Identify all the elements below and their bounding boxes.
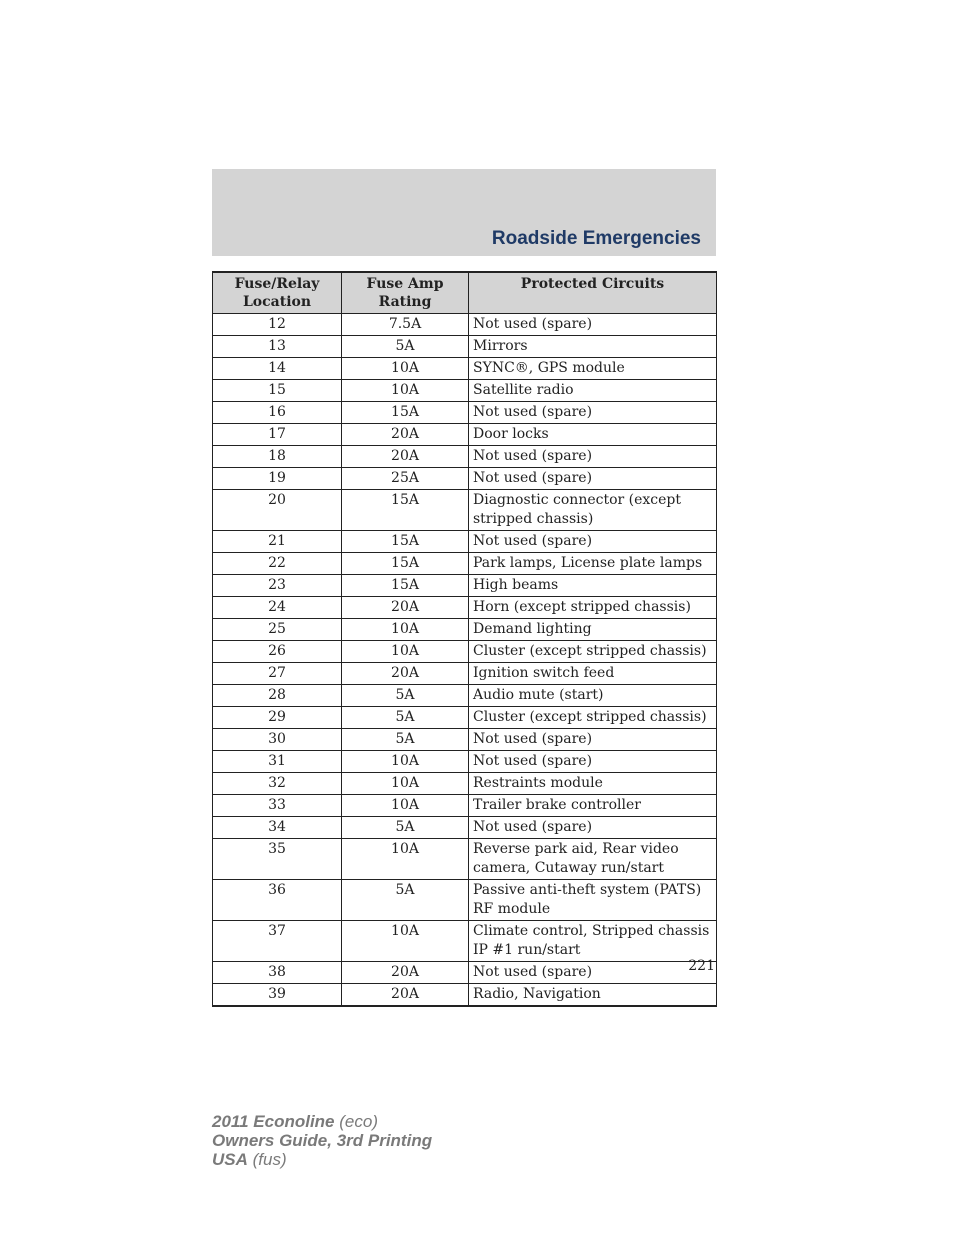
protected-circuits-cell: High beams [469,575,717,597]
protected-circuits-cell: Not used (spare) [469,962,717,984]
fuse-location-cell: 18 [213,446,342,468]
protected-circuits-cell: Not used (spare) [469,314,717,336]
table-row [213,817,717,839]
table-row [213,880,717,921]
fuse-amp-cell: 5A [342,817,469,839]
table-row [213,597,717,619]
fuse-location-cell: 31 [213,751,342,773]
fuse-table-body [213,314,717,1007]
protected-circuits-cell: Ignition switch feed [469,663,717,685]
table-row [213,424,717,446]
table-row [213,685,717,707]
fuse-location-cell: 16 [213,402,342,424]
protected-circuits-cell: Satellite radio [469,380,717,402]
table-row [213,490,717,531]
footer-market-code: (fus) [252,1150,287,1169]
fuse-amp-cell: 20A [342,984,469,1007]
protected-circuits-cell: Park lamps, License plate lamps [469,553,717,575]
protected-circuits-cell: Mirrors [469,336,717,358]
table-row [213,707,717,729]
table-row [213,619,717,641]
fuse-location-cell: 33 [213,795,342,817]
fuse-amp-cell: 10A [342,380,469,402]
section-header-band [212,169,716,256]
protected-circuits-cell: Diagnostic connector (except stripped chassis) [469,490,717,531]
fuse-location-cell: 28 [213,685,342,707]
footer-market: USA [212,1150,248,1169]
protected-circuits-cell: SYNC®, GPS module [469,358,717,380]
footer-guide-edition: Owners Guide, 3rd Printing [212,1131,433,1150]
fuse-location-cell: 30 [213,729,342,751]
protected-circuits-cell: Door locks [469,424,717,446]
table-row [213,468,717,490]
table-row [213,553,717,575]
table-row [213,314,717,336]
footer-line-2 [212,1131,432,1150]
protected-circuits-cell: Passive anti-theft system (PATS) RF module [469,880,717,921]
fuse-amp-cell: 15A [342,553,469,575]
column-header-protected-circuits: Protected Circuits [469,272,717,314]
table-row [213,751,717,773]
table-row [213,795,717,817]
protected-circuits-cell: Horn (except stripped chassis) [469,597,717,619]
fuse-amp-cell: 10A [342,921,469,962]
protected-circuits-cell: Not used (spare) [469,531,717,553]
footer-model-code: (eco) [339,1112,378,1131]
table-row [213,663,717,685]
protected-circuits-cell: Not used (spare) [469,446,717,468]
fuse-location-cell: 26 [213,641,342,663]
table-row [213,729,717,751]
protected-circuits-cell: Demand lighting [469,619,717,641]
fuse-amp-cell: 10A [342,641,469,663]
protected-circuits-cell: Reverse park aid, Rear video camera, Cutaway run/start [469,839,717,880]
fuse-location-cell: 14 [213,358,342,380]
column-header-amp-rating: Fuse Amp Rating [342,272,469,314]
table-row [213,773,717,795]
protected-circuits-cell: Climate control, Stripped chassis IP #1 run/start [469,921,717,962]
footer-line-1 [212,1112,432,1131]
table-row [213,380,717,402]
fuse-amp-cell: 5A [342,336,469,358]
fuse-amp-cell: 15A [342,490,469,531]
fuse-location-cell: 35 [213,839,342,880]
footer-line-3 [212,1150,432,1169]
fuse-amp-cell: 10A [342,773,469,795]
fuse-location-cell: 23 [213,575,342,597]
fuse-location-cell: 39 [213,984,342,1007]
table-row [213,402,717,424]
fuse-location-cell: 20 [213,490,342,531]
fuse-location-cell: 19 [213,468,342,490]
section-title: Roadside Emergencies [491,228,701,249]
protected-circuits-cell: Cluster (except stripped chassis) [469,707,717,729]
protected-circuits-cell: Not used (spare) [469,817,717,839]
table-row [213,921,717,962]
table-row [213,358,717,380]
protected-circuits-cell: Trailer brake controller [469,795,717,817]
fuse-amp-cell: 20A [342,446,469,468]
fuse-location-cell: 34 [213,817,342,839]
footer [212,1112,432,1169]
fuse-location-cell: 36 [213,880,342,921]
fuse-amp-cell: 10A [342,358,469,380]
footer-model: 2011 Econoline [212,1112,335,1131]
table-header-row [213,272,717,314]
protected-circuits-cell: Cluster (except stripped chassis) [469,641,717,663]
fuse-amp-cell: 5A [342,685,469,707]
table-row [213,984,717,1007]
fuse-location-cell: 27 [213,663,342,685]
protected-circuits-cell: Not used (spare) [469,751,717,773]
fuse-location-cell: 13 [213,336,342,358]
table-row [213,839,717,880]
fuse-location-cell: 17 [213,424,342,446]
fuse-location-cell: 25 [213,619,342,641]
protected-circuits-cell: Restraints module [469,773,717,795]
protected-circuits-cell: Not used (spare) [469,468,717,490]
fuse-amp-cell: 15A [342,402,469,424]
fuse-location-cell: 22 [213,553,342,575]
protected-circuits-cell: Audio mute (start) [469,685,717,707]
fuse-amp-cell: 7.5A [342,314,469,336]
fuse-location-cell: 32 [213,773,342,795]
page-number: 221 [688,958,715,974]
fuse-table [212,271,717,1007]
fuse-amp-cell: 20A [342,663,469,685]
fuse-amp-cell: 10A [342,839,469,880]
table-row [213,641,717,663]
fuse-amp-cell: 15A [342,531,469,553]
fuse-location-cell: 21 [213,531,342,553]
fuse-amp-cell: 10A [342,751,469,773]
fuse-amp-cell: 5A [342,707,469,729]
table-row [213,531,717,553]
fuse-amp-cell: 15A [342,575,469,597]
fuse-amp-cell: 10A [342,619,469,641]
fuse-location-cell: 15 [213,380,342,402]
protected-circuits-cell: Not used (spare) [469,729,717,751]
fuse-amp-cell: 20A [342,424,469,446]
table-row [213,575,717,597]
protected-circuits-cell: Radio, Navigation [469,984,717,1007]
fuse-location-cell: 38 [213,962,342,984]
column-header-location: Fuse/Relay Location [213,272,342,314]
fuse-amp-cell: 5A [342,729,469,751]
fuse-amp-cell: 20A [342,962,469,984]
table-row [213,336,717,358]
fuse-location-cell: 24 [213,597,342,619]
fuse-location-cell: 12 [213,314,342,336]
fuse-amp-cell: 25A [342,468,469,490]
fuse-amp-cell: 10A [342,795,469,817]
fuse-amp-cell: 20A [342,597,469,619]
fuse-location-cell: 29 [213,707,342,729]
fuse-location-cell: 37 [213,921,342,962]
protected-circuits-cell: Not used (spare) [469,402,717,424]
table-row [213,446,717,468]
table-row [213,962,717,984]
fuse-amp-cell: 5A [342,880,469,921]
